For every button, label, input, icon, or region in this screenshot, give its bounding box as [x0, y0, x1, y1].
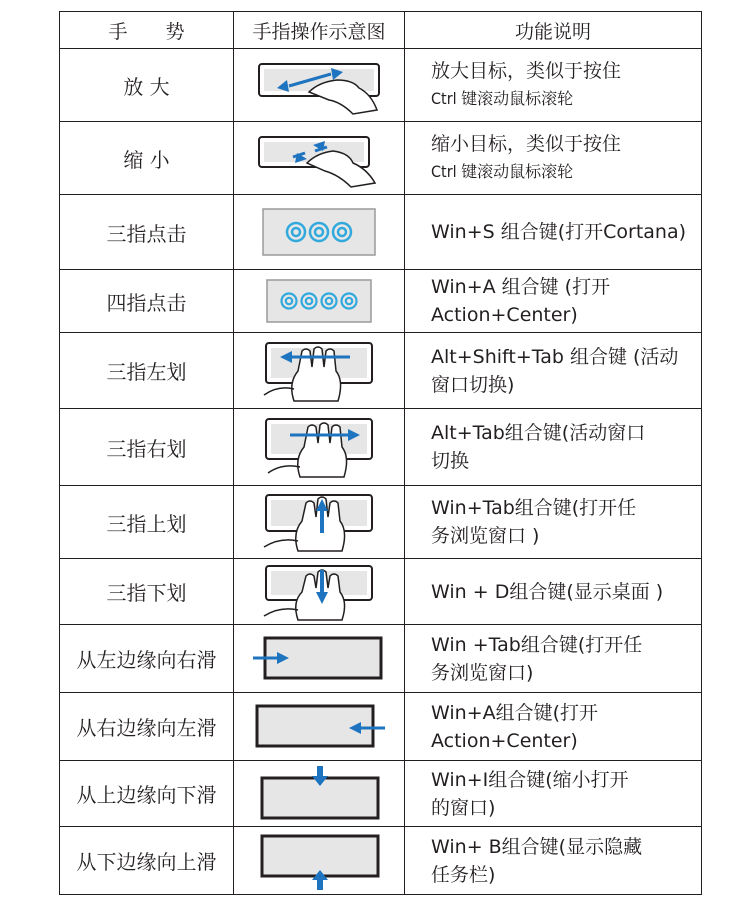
illustration-cell: [234, 333, 405, 409]
function-description: [405, 270, 702, 333]
table-row: [60, 559, 702, 625]
gesture-name: 从右边缘向左滑: [60, 693, 234, 761]
function-line: 务浏览窗口 ): [431, 525, 540, 547]
function-line: 缩小目标，类似于按住: [431, 133, 622, 155]
function-description: [405, 49, 702, 122]
function-line: Win+ B组合键(显示隐藏: [431, 835, 643, 858]
function-line: Win+I组合键(缩小打开: [431, 768, 629, 791]
bottom-edge-swipe-icon: [254, 832, 384, 890]
function-line: Action+Center): [431, 729, 578, 752]
right-edge-swipe-icon: [249, 702, 389, 752]
three-finger-tap-icon: [261, 207, 377, 257]
function-line: 切换: [431, 450, 470, 472]
function-description: [405, 486, 702, 559]
function-line: 任务栏): [431, 863, 496, 886]
table-row: [60, 195, 702, 270]
gesture-name: 缩 小: [60, 122, 234, 195]
function-line: Ctrl 键滚动鼠标滚轮: [431, 162, 574, 181]
function-line: Win+A组合键(打开: [431, 701, 599, 724]
table-row: [60, 122, 702, 195]
illustration-cell: [234, 195, 405, 270]
function-description: [405, 625, 702, 693]
gesture-name: 三指点击: [60, 195, 234, 270]
three-finger-swipe-up-icon: [254, 489, 384, 555]
function-line: Win+S 组合键(打开Cortana): [431, 221, 687, 243]
gesture-name: 从左边缘向右滑: [60, 625, 234, 693]
table-row: [60, 486, 702, 559]
table-row: [60, 270, 702, 333]
gesture-name: 三指右划: [60, 409, 234, 486]
table-row: [60, 761, 702, 827]
function-line: Action+Center): [431, 304, 578, 326]
function-line: Alt+Shift+Tab 组合键 (活动: [431, 345, 679, 368]
illustration-cell: [234, 409, 405, 486]
illustration-cell: [234, 625, 405, 693]
illustration-cell: [234, 559, 405, 625]
gesture-name: 三指左划: [60, 333, 234, 409]
header-illustration: 手指操作示意图: [234, 12, 405, 49]
gesture-name: 从上边缘向下滑: [60, 761, 234, 827]
function-line: Win +Tab组合键(打开任: [431, 633, 643, 656]
function-line: 窗口切换): [431, 373, 515, 396]
function-line: Win+Tab组合键(打开任: [431, 497, 637, 519]
illustration-cell: [234, 693, 405, 761]
table-row: [60, 333, 702, 409]
illustration-cell: [234, 122, 405, 195]
three-finger-swipe-right-icon: [254, 413, 384, 481]
function-line: Ctrl 键滚动鼠标滚轮: [431, 89, 574, 108]
function-description: [405, 195, 702, 270]
illustration-cell: [234, 49, 405, 122]
function-description: [405, 122, 702, 195]
function-line: 务浏览窗口): [431, 661, 534, 684]
pinch-zoom-out-icon: [249, 125, 389, 191]
gesture-table: [59, 11, 702, 895]
function-line: Alt+Tab组合键(活动窗口: [431, 422, 646, 444]
function-description: [405, 333, 702, 409]
pinch-zoom-in-icon: [249, 52, 389, 118]
function-description: [405, 761, 702, 827]
table-row: [60, 827, 702, 895]
function-line: Win+A 组合键 (打开: [431, 276, 611, 298]
gesture-name: 三指下划: [60, 559, 234, 625]
function-line: Win + D组合键(显示桌面 ): [431, 580, 664, 603]
three-finger-swipe-left-icon: [254, 337, 384, 405]
table-row: [60, 625, 702, 693]
gesture-name: 四指点击: [60, 270, 234, 333]
table-row: [60, 409, 702, 486]
function-line: 放大目标，类似于按住: [431, 60, 622, 82]
header-gesture: 手 势: [60, 12, 234, 49]
function-description: [405, 559, 702, 625]
illustration-cell: [234, 270, 405, 333]
left-edge-swipe-icon: [249, 634, 389, 684]
table-row: [60, 693, 702, 761]
illustration-cell: [234, 486, 405, 559]
illustration-cell: [234, 827, 405, 895]
gesture-name: 放 大: [60, 49, 234, 122]
gesture-name: 三指上划: [60, 486, 234, 559]
three-finger-swipe-down-icon: [254, 562, 384, 622]
header-function: 功能说明: [405, 12, 702, 49]
function-line: 的窗口): [431, 796, 496, 819]
table-row: [60, 49, 702, 122]
illustration-cell: [234, 761, 405, 827]
function-description: [405, 827, 702, 895]
top-edge-swipe-icon: [254, 766, 384, 822]
function-description: [405, 409, 702, 486]
gesture-name: 从下边缘向上滑: [60, 827, 234, 895]
function-description: [405, 693, 702, 761]
header-row: [60, 12, 702, 49]
four-finger-tap-icon: [265, 278, 373, 324]
